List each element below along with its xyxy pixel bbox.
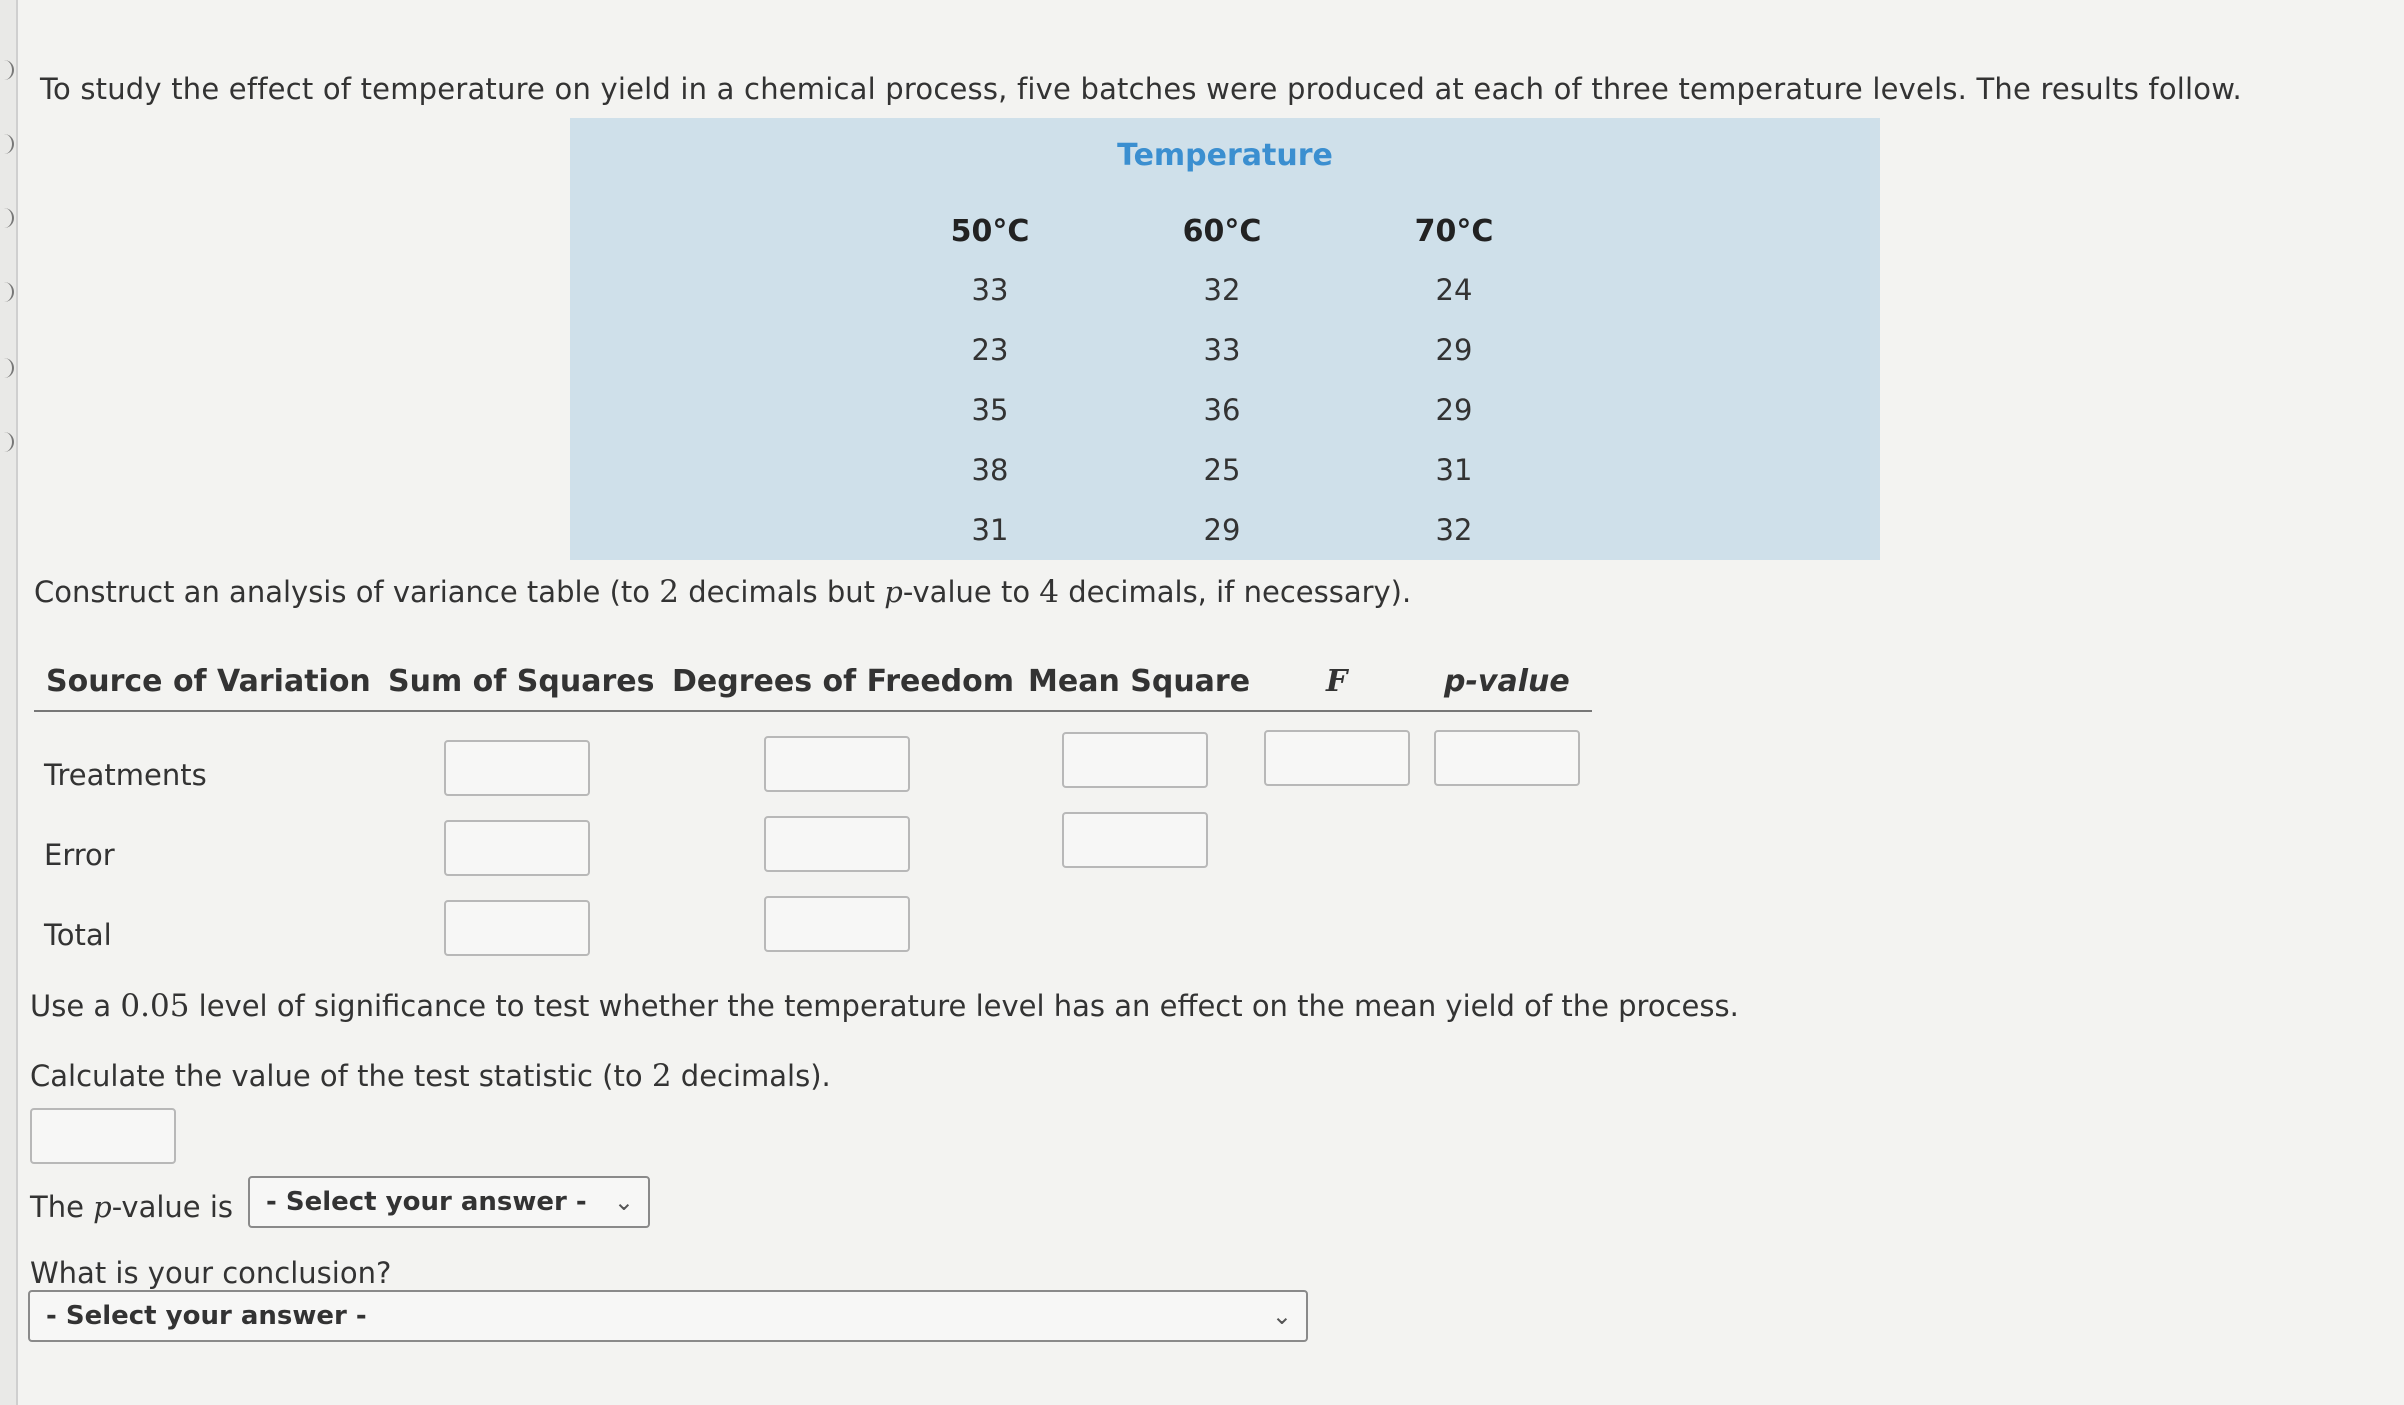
table-cell: 31 [971,513,1009,547]
rail-marker [0,134,14,154]
error-ss-input[interactable] [444,820,590,876]
row-label-total: Total [44,918,112,952]
error-ms-input[interactable] [1062,812,1208,868]
rail-marker [0,358,14,378]
header-p-value: p-value [1444,664,1570,699]
temperature-data-table [570,118,1880,560]
p-value-select[interactable] [248,1176,650,1228]
column-header-60c: 60°C [1182,214,1262,249]
table-cell: 29 [1435,393,1473,427]
rail-marker [0,208,14,228]
table-cell: 33 [1203,333,1241,367]
table-cell: 33 [971,273,1009,307]
rail-marker [0,432,14,452]
row-label-treatments: Treatments [44,758,207,792]
header-mean-square: Mean Square [1028,664,1251,699]
table-cell: 24 [1435,273,1473,307]
table-cell: 25 [1203,453,1241,487]
test-statistic-prompt: Calculate the value of the test statistic (to 2 decimals). [30,1058,831,1094]
table-title: Temperature [1117,138,1333,173]
conclusion-select-label: - Select your answer - [46,1301,367,1331]
table-cell: 38 [971,453,1009,487]
table-cell: 35 [971,393,1009,427]
header-degrees-of-freedom: Degrees of Freedom [672,664,1015,699]
rail-marker [0,282,14,302]
table-cell: 31 [1435,453,1473,487]
treatments-ss-input[interactable] [444,740,590,796]
problem-intro: To study the effect of temperature on yield in a chemical process, five batches were produced at each of three temperature levels. The results follow. [40,72,2242,106]
header-sum-of-squares: Sum of Squares [388,664,655,699]
total-df-input[interactable] [764,896,910,952]
total-ss-input[interactable] [444,900,590,956]
chevron-down-icon: ⌄ [613,1188,634,1216]
left-rail [0,0,18,1405]
table-cell: 29 [1435,333,1473,367]
table-cell: 32 [1435,513,1473,547]
p-value-prompt: The p-value is [30,1190,234,1224]
treatments-p-value-input[interactable] [1434,730,1580,786]
anova-instruction: Construct an analysis of variance table (to 2 decimals but p-value to 4 decimals, if necessary). [34,574,1412,610]
table-cell: 36 [1203,393,1241,427]
rail-marker [0,60,14,80]
test-statistic-input[interactable] [30,1108,176,1164]
table-cell: 29 [1203,513,1241,547]
treatments-df-input[interactable] [764,736,910,792]
table-cell: 32 [1203,273,1241,307]
significance-prompt: Use a 0.05 level of significance to test whether the temperature level has an effect on the mean yield of the process. [30,988,1739,1024]
conclusion-prompt: What is your conclusion? [30,1256,392,1290]
column-header-70c: 70°C [1414,214,1494,249]
chevron-down-icon: ⌄ [1271,1302,1292,1330]
p-value-select-label: - Select your answer - [266,1187,587,1217]
header-divider [34,710,1592,712]
table-cell: 23 [971,333,1009,367]
column-header-50c: 50°C [950,214,1030,249]
treatments-ms-input[interactable] [1062,732,1208,788]
conclusion-select[interactable] [28,1290,1308,1342]
row-label-error: Error [44,838,115,872]
header-f: F [1326,664,1348,699]
header-source: Source of Variation [46,664,371,699]
treatments-f-input[interactable] [1264,730,1410,786]
error-df-input[interactable] [764,816,910,872]
